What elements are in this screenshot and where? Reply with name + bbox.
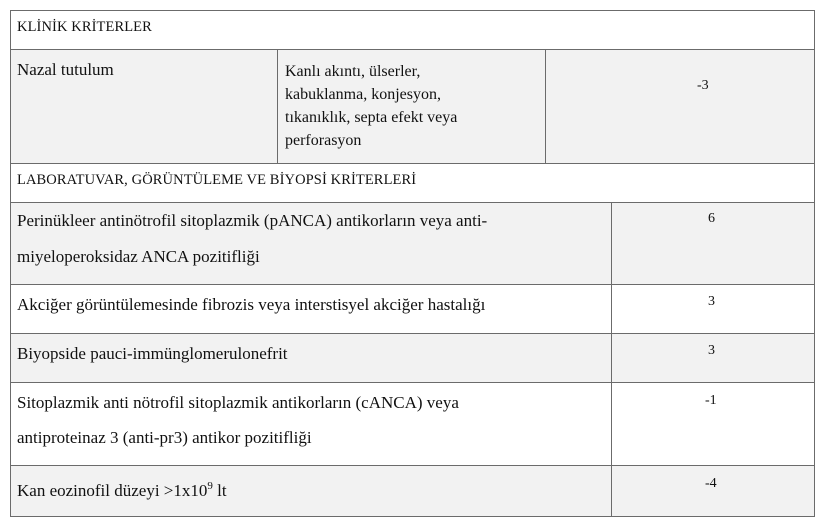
criterion-score: -1 bbox=[705, 393, 717, 408]
criterion-text: Perinükleer antinötrofil sitoplazmik (pANCA) antikorların veya anti- bbox=[17, 211, 488, 230]
criterion-text: Biyopside pauci-immünglomerulonefrit bbox=[17, 344, 288, 363]
criterion-text: Sitoplazmik anti nötrofil sitoplazmik antikorların (cANCA) veya bbox=[17, 393, 459, 412]
lab-criteria-heading: LABORATUVAR, GÖRÜNTÜLEME VE BİYOPSİ KRİTERLERİ bbox=[17, 172, 417, 188]
nasal-description-line: tıkanıklık, septa efekt veya bbox=[285, 109, 458, 126]
nasal-description-line: kabuklanma, konjesyon, bbox=[285, 86, 441, 103]
criterion-text: Akciğer görüntülemesinde fibrozis veya interstisyel akciğer hastalığı bbox=[17, 295, 486, 314]
criterion-score: 3 bbox=[708, 343, 715, 358]
criterion-text bbox=[17, 481, 227, 501]
criterion-score: 3 bbox=[708, 294, 715, 309]
nasal-description-line: Kanlı akıntı, ülserler, bbox=[285, 63, 421, 80]
criterion-text-part: Kan eozinofil düzeyi >1x10 bbox=[17, 481, 208, 500]
criterion-text: antiproteinaz 3 (anti-pr3) antikor pozitifliği bbox=[17, 428, 312, 447]
nasal-score: -3 bbox=[697, 78, 709, 93]
criterion-score: -4 bbox=[705, 476, 717, 491]
criterion-text: miyeloperoksidaz ANCA pozitifliği bbox=[17, 247, 260, 266]
exponent: 9 bbox=[207, 480, 213, 492]
criterion-text-part: lt bbox=[212, 481, 227, 500]
criterion-score: 6 bbox=[708, 211, 715, 226]
nasal-description-line: perforasyon bbox=[285, 132, 362, 149]
nasal-description bbox=[285, 60, 540, 152]
clinical-criteria-heading: KLİNİK KRİTERLER bbox=[17, 19, 152, 35]
nasal-label: Nazal tutulum bbox=[17, 60, 114, 79]
